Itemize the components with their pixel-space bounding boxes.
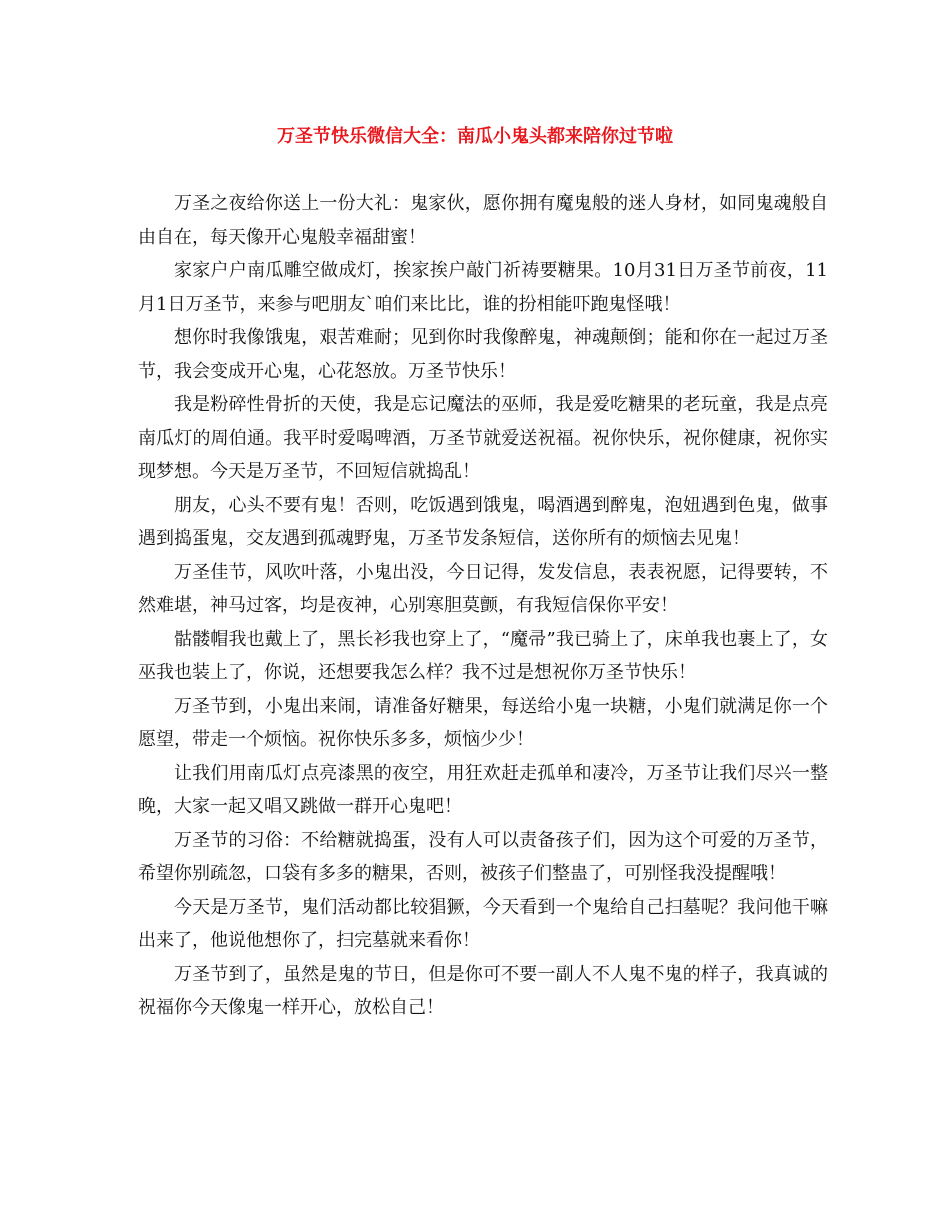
paragraph-3: 想你时我像饿鬼，艰苦难耐；见到你时我像醉鬼，神魂颠倒；能和你在一起过万圣节，我会变成开心鬼，心花怒放。万圣节快乐！ <box>138 327 828 382</box>
paragraph-12: 万圣节到了，虽然是鬼的节日，但是你可不要一副人不人鬼不鬼的样子，我真诚的祝福你今天像鬼一样开心，放松自己！ <box>138 963 828 1018</box>
document-body <box>138 187 828 1025</box>
paragraph-10: 万圣节的习俗：不给糖就捣蛋，没有人可以责备孩子们，因为这个可爱的万圣节，希望你别疏忽，口袋有多多的糖果，否则，被孩子们整蛊了，可别怪我没提醒哦！ <box>138 829 828 884</box>
paragraph-5: 朋友，心头不要有鬼！否则，吃饭遇到饿鬼，喝酒遇到醉鬼，泡妞遇到色鬼，做事遇到捣蛋鬼，交友遇到孤魂野鬼，万圣节发条短信，送你所有的烦恼去见鬼！ <box>138 494 828 549</box>
paragraph-8: 万圣节到，小鬼出来闹，请准备好糖果，每送给小鬼一块糖，小鬼们就满足你一个愿望，带走一个烦恼。祝你快乐多多，烦恼少少！ <box>138 695 828 750</box>
paragraph-1: 万圣之夜给你送上一份大礼：鬼家伙，愿你拥有魔鬼般的迷人身材，如同鬼魂般自由自在，每天像开心鬼般幸福甜蜜！ <box>138 193 828 248</box>
paragraph-9: 让我们用南瓜灯点亮漆黑的夜空，用狂欢赶走孤单和凄冷，万圣节让我们尽兴一整晚，大家一起又唱又跳做一群开心鬼吧！ <box>138 762 828 817</box>
paragraph-6: 万圣佳节，风吹叶落，小鬼出没，今日记得，发发信息，表表祝愿，记得要转，不然难堪，神马过客，均是夜神，心别寒胆莫颤，有我短信保你平安！ <box>138 561 828 616</box>
paragraph-2: 家家户户南瓜雕空做成灯，挨家挨户敲门祈祷要糖果。10月31日万圣节前夜，11月1日万圣节，来参与吧朋友`咱们来比比，谁的扮相能吓跑鬼怪哦！ <box>138 260 828 315</box>
paragraph-11: 今天是万圣节，鬼们活动都比较猖獗，今天看到一个鬼给自己扫墓呢？我问他干嘛出来了，他说他想你了，扫完墓就来看你！ <box>138 896 828 951</box>
document-title: 万圣节快乐微信大全：南瓜小鬼头都来陪你过节啦 <box>277 126 673 147</box>
paragraph-7: 骷髅帽我也戴上了，黑长衫我也穿上了，“魔帚”我已骑上了，床单我也裹上了，女巫我也装上了，你说，还想要我怎么样？我不过是想祝你万圣节快乐！ <box>138 628 828 683</box>
paragraph-4: 我是粉碎性骨折的天使，我是忘记魔法的巫师，我是爱吃糖果的老玩童，我是点亮南瓜灯的周伯通。我平时爱喝啤酒，万圣节就爱送祝福。祝你快乐，祝你健康，祝你实现梦想。今天是万圣节，不回短信就捣乱！ <box>138 394 828 482</box>
